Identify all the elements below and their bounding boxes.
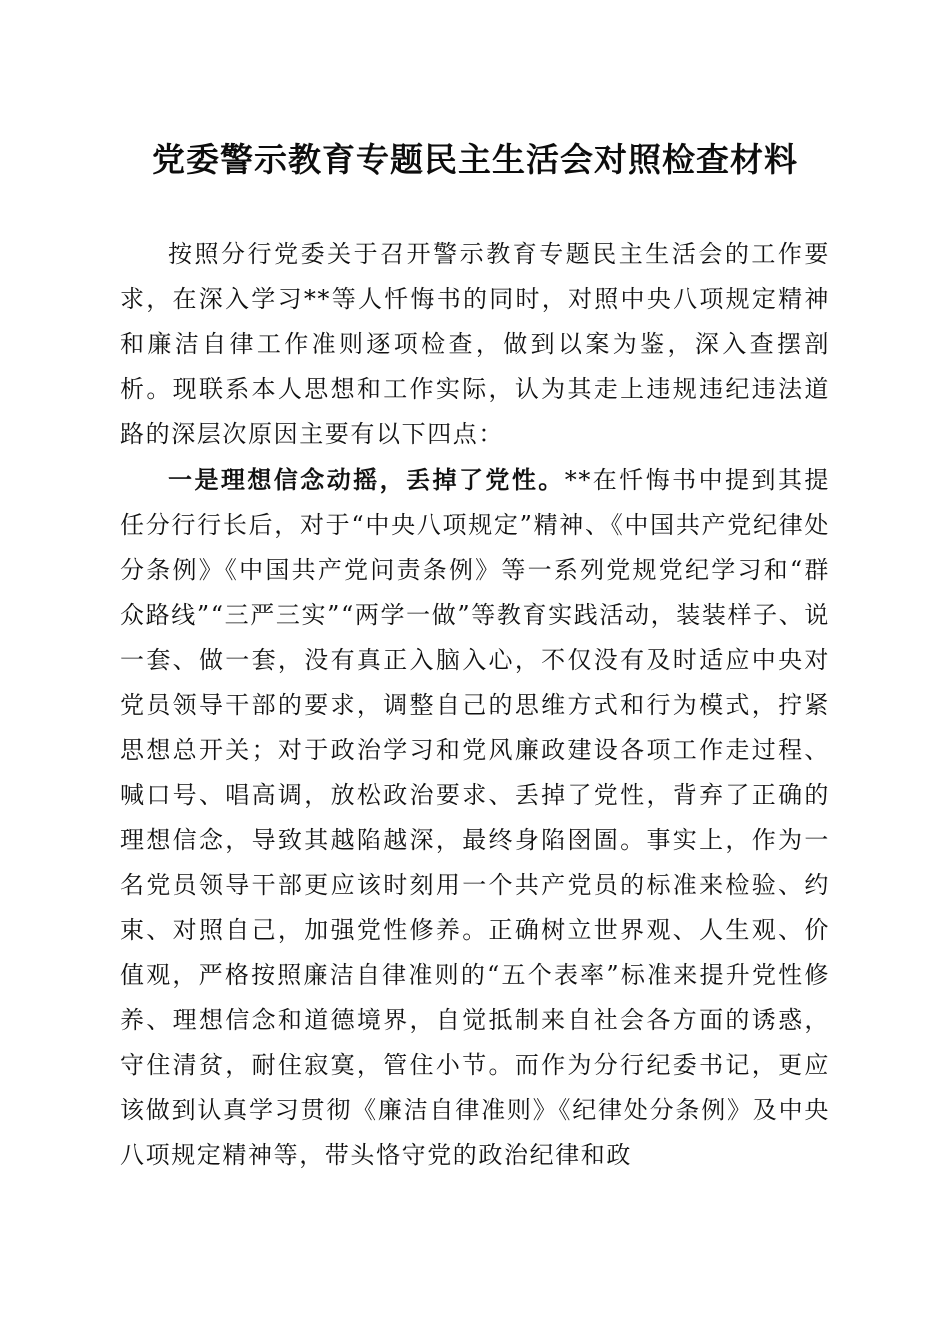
document-title: 党委警示教育专题民主生活会对照检查材料 [152,140,798,179]
document-body [120,232,830,1178]
point-one-paragraph [120,457,830,1178]
point-one-heading: 一是理想信念动摇，丢掉了党性。 [168,465,565,494]
intro-paragraph: 按照分行党委关于召开警示教育专题民主生活会的工作要求，在深入学习**等人忏悔书的同时，对照中央八项规定精神和廉洁自律工作准则逐项检查，做到以案为鉴，深入查摆剖析。现联系本人思想和工作实际，认为其走上违规违纪违法道路的深层次原因主要有以下四点： [120,240,830,448]
point-one-text: **在忏悔书中提到其提任分行行长后，对于“中央八项规定”精神、《中国共产党纪律处分条例》《中国共产党问责条例》等一系列党规党纪学习和“群众路线”“三严三实”“两学一做”等教育实践活动，装装样子、说一套、做一套，没有真正入脑入心，不仅没有及时适应中央对党员领导干部的要求，调整自己的思维方式和行为模式，拧紧思想总开关；对于政治学习和党风廉政建设各项工作走过程、喊口号、唱高调，放松政治要求、丢掉了党性，背弃了正确的理想信念，导致其越陷越深，最终身陷囹圄。事实上，作为一名党员领导干部更应该时刻用一个共产党员的标准来检验、约束、对照自己，加强党性修养。正确树立世界观、人生观、价值观，严格按照廉洁自律准则的“五个表率”标准来提升党性修养、理想信念和道德境界，自觉抵制来自社会各方面的诱惑，守住清贫，耐住寂寞，管住小节。而作为分行纪委书记，更应该做到认真学习贯彻《廉洁自律准则》《纪律处分条例》及中央八项规定精神等，带头恪守党的政治纪律和政 [120,466,830,1169]
